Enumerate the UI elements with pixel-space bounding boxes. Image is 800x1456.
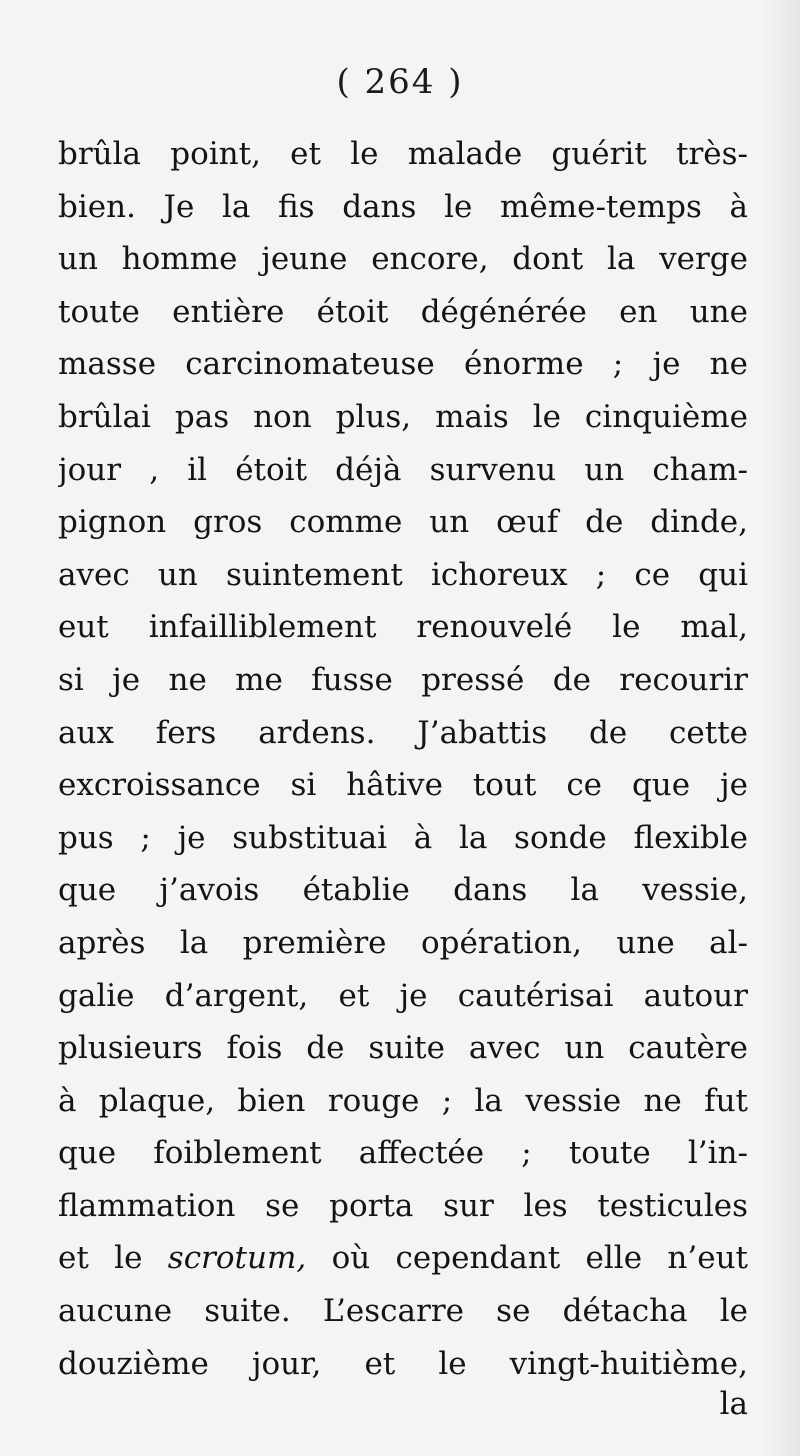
body-text bbox=[58, 128, 748, 1390]
italic-term-scrotum: scrotum, bbox=[167, 1240, 307, 1277]
text-line-11: si je ne me fusse pressé de recourir bbox=[58, 661, 748, 698]
text-line-22 bbox=[58, 1232, 748, 1285]
text-line-22-start: et le bbox=[58, 1240, 168, 1277]
text-line-16: après la première opération, une al- bbox=[58, 924, 748, 961]
text-line-19: à plaque, bien rouge ; la vessie ne fut bbox=[58, 1082, 748, 1119]
text-line-14: pus ; je substituai à la sonde flexible bbox=[58, 819, 748, 856]
text-line-12: aux fers ardens. J’abattis de cette bbox=[58, 714, 748, 751]
text-line-20: que foiblement affectée ; toute l’in- bbox=[58, 1135, 748, 1172]
text-line-3: un homme jeune encore, dont la verge bbox=[58, 241, 748, 278]
text-line-18: plusieurs fois de suite avec un cautère bbox=[58, 1030, 748, 1067]
text-line-5: masse carcinomateuse énorme ; je ne bbox=[58, 346, 748, 383]
text-line-2: bien. Je la fis dans le même-temps à bbox=[58, 188, 748, 225]
text-line-4: toute entière étoit dégénérée en une bbox=[58, 293, 748, 330]
text-line-24: douzième jour, et le vingt-huitième, bbox=[58, 1345, 748, 1382]
text-line-7: jour , il étoit déjà survenu un cham- bbox=[58, 451, 748, 488]
page-edge-shadow bbox=[760, 0, 800, 1456]
text-line-21: flammation se porta sur les testicules bbox=[58, 1187, 748, 1224]
text-line-22-end: où cependant elle n’eut bbox=[306, 1240, 748, 1277]
text-line-10: eut infailliblement renouvelé le mal, bbox=[58, 609, 748, 646]
text-line-23: aucune suite. L’escarre se détacha le bbox=[58, 1293, 748, 1330]
text-line-8: pignon gros comme un œuf de dinde, bbox=[58, 504, 748, 541]
text-line-9: avec un suintement ichoreux ; ce qui bbox=[58, 556, 748, 593]
text-line-17: galie d’argent, et je cautérisai autour bbox=[58, 977, 748, 1014]
text-line-13: excroissance si hâtive tout ce que je bbox=[58, 767, 748, 804]
page-number: ( 264 ) bbox=[336, 62, 464, 102]
text-line-15: que j’avois établie dans la vessie, bbox=[58, 872, 748, 909]
catchword: la bbox=[719, 1386, 748, 1422]
text-line-6: brûlai pas non plus, mais le cinquième bbox=[58, 398, 748, 435]
text-line-1: brûla point, et le malade guérit très- bbox=[58, 136, 748, 172]
